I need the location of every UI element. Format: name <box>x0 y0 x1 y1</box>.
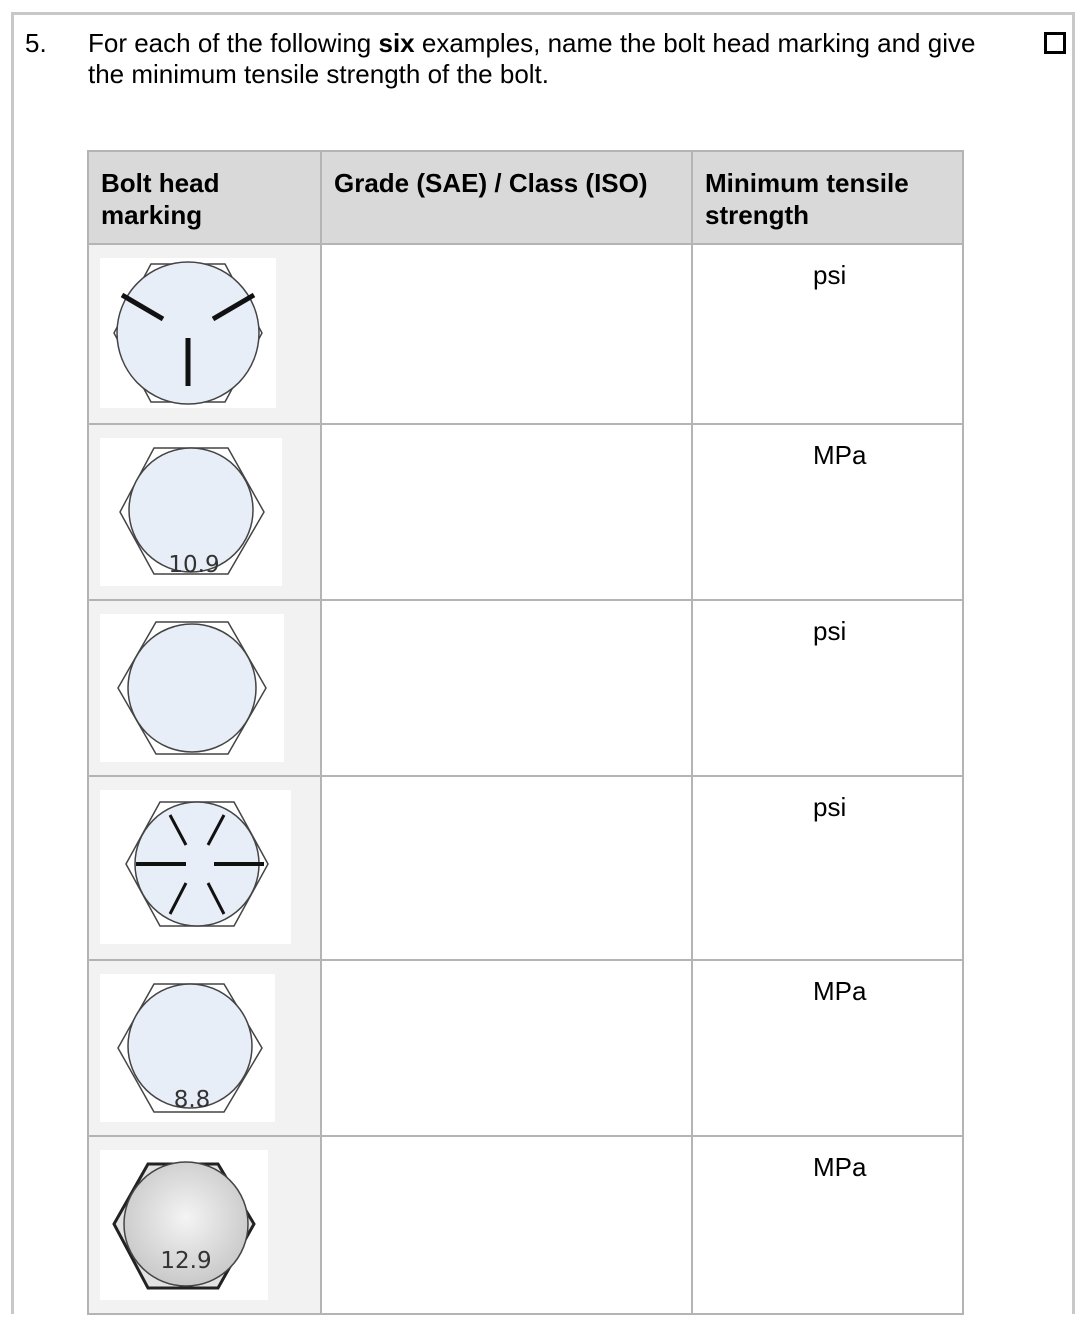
header-bolt-marking: Bolt head marking <box>88 151 321 244</box>
table-row <box>88 600 963 776</box>
bolt-head-8-8-icon <box>100 974 275 1122</box>
grade-answer-cell[interactable] <box>321 424 692 600</box>
header-grade-class: Grade (SAE) / Class (ISO) <box>321 151 692 244</box>
question-text-part1: For each of the following <box>88 28 379 58</box>
question-number: 5. <box>25 28 47 58</box>
marking-cell <box>88 960 321 1136</box>
table-row <box>88 776 963 960</box>
bolt-marking-table <box>87 150 964 1315</box>
strength-answer-cell[interactable] <box>692 960 963 1136</box>
table-row <box>88 244 963 424</box>
question-text-part2: examples, name the bolt head marking and give the minimum tensile strength of the bolt. <box>88 28 976 89</box>
bolt-head-12-9-icon <box>100 1150 268 1300</box>
unit-label: MPa <box>813 976 867 1006</box>
bolt-head-3-radial-lines-icon <box>100 258 276 408</box>
bolt-head-6-radial-lines-icon <box>100 790 291 944</box>
question-checkbox[interactable] <box>1044 32 1066 54</box>
grade-answer-cell[interactable] <box>321 960 692 1136</box>
table-header-row <box>88 151 963 244</box>
unit-label: psi <box>813 616 847 646</box>
marking-cell <box>88 776 321 960</box>
unit-label: psi <box>813 792 847 822</box>
bolt-class-label: 12.9 <box>160 1248 212 1274</box>
strength-answer-cell[interactable] <box>692 244 963 424</box>
question-text <box>88 28 988 90</box>
unit-label: MPa <box>813 440 867 470</box>
strength-answer-cell[interactable] <box>692 1136 963 1314</box>
unit-label: MPa <box>813 1152 867 1182</box>
table-row <box>88 424 963 600</box>
marking-cell <box>88 600 321 776</box>
grade-answer-cell[interactable] <box>321 1136 692 1314</box>
bolt-head-10-9-icon <box>100 438 282 586</box>
table-row <box>88 1136 963 1314</box>
unit-label: psi <box>813 260 847 290</box>
grade-answer-cell[interactable] <box>321 776 692 960</box>
table-row <box>88 960 963 1136</box>
grade-answer-cell[interactable] <box>321 600 692 776</box>
marking-cell <box>88 244 321 424</box>
bolt-class-label: 10.9 <box>168 552 220 578</box>
strength-answer-cell[interactable] <box>692 424 963 600</box>
grade-answer-cell[interactable] <box>321 244 692 424</box>
marking-cell <box>88 424 321 600</box>
question-text-bold: six <box>378 28 415 58</box>
strength-answer-cell[interactable] <box>692 600 963 776</box>
strength-answer-cell[interactable] <box>692 776 963 960</box>
bolt-head-plain-icon <box>100 614 284 762</box>
marking-cell <box>88 1136 321 1314</box>
header-min-tensile-strength: Minimum tensile strength <box>692 151 963 244</box>
bolt-class-label: 8.8 <box>173 1087 211 1113</box>
